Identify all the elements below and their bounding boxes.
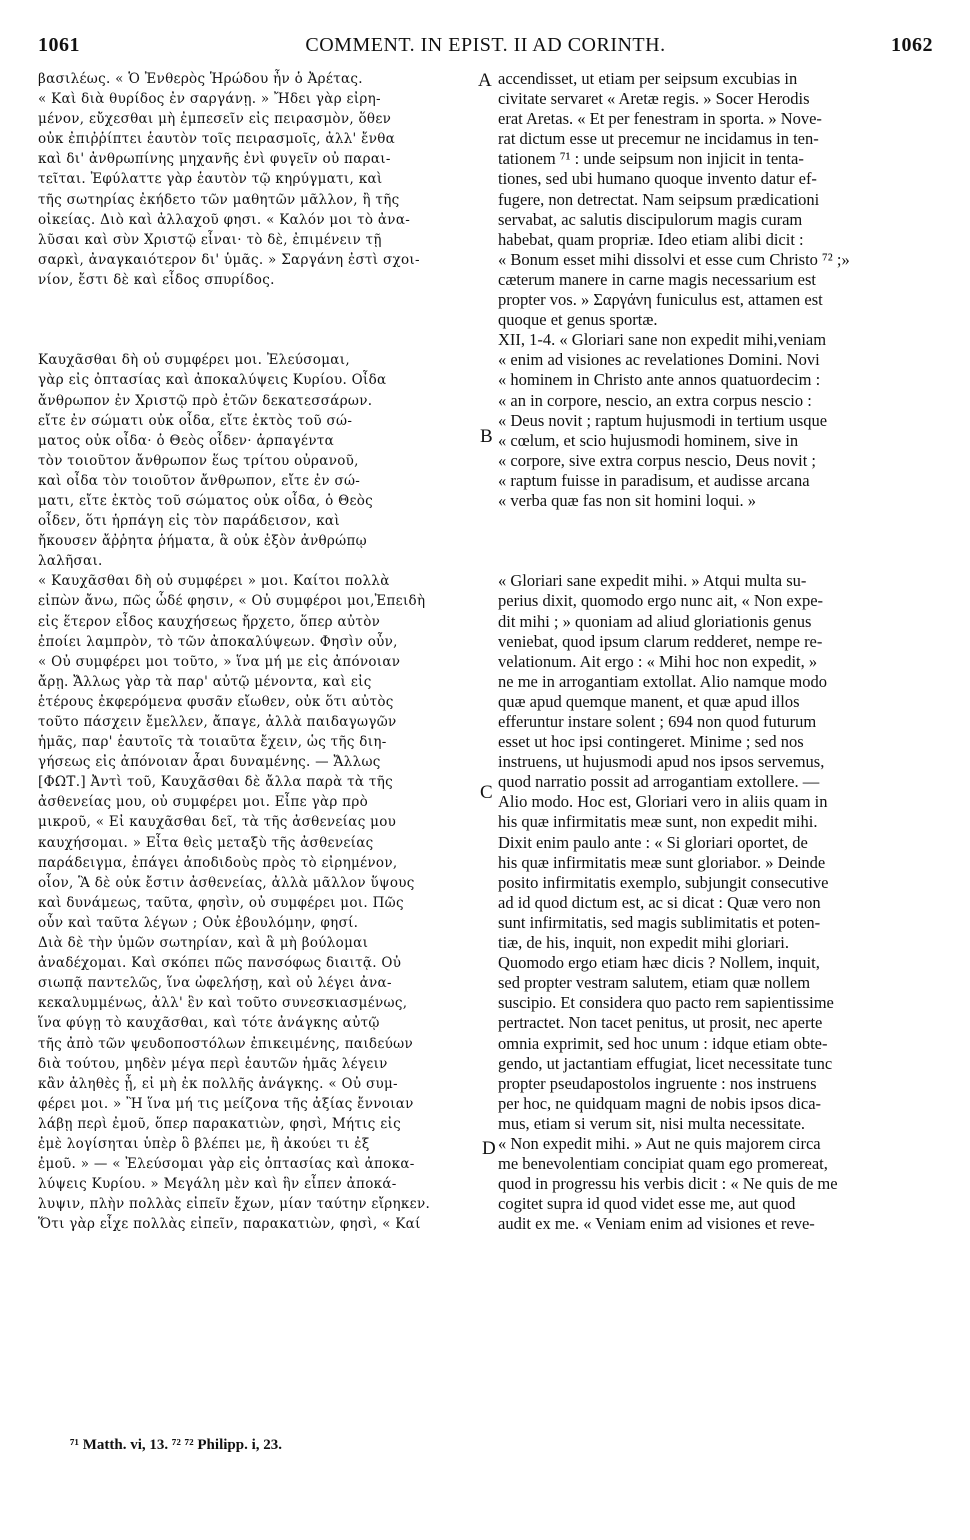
greek-text-line: λυψιν, πλὴν πολλὰς εἰπεῖν ἔχων, μίαν ταύτην εἴρηκεν. xyxy=(38,1196,431,1213)
greek-text-line: καὶ δι' ἀνθρωπίνης μηχανῆς ἐνὶ φυγεῖν οὐ παραι- xyxy=(38,151,391,168)
greek-text-line: ἀναδέχομαι. Καὶ σκόπει πῶς πανσόφως διαιτᾷ. Οὐ xyxy=(38,955,402,972)
footnotes: ⁷¹ Matth. vi, 13. ⁷² ⁷² Philipp. i, 23. xyxy=(70,1437,282,1453)
greek-text-line: γήσεως εἰς ἀπόνοιαν ἆραι δυναμένης. — Ἄλλως xyxy=(38,754,381,771)
latin-text-line: tationem ⁷¹ : unde seipsum non injicit in tenta- xyxy=(498,149,804,169)
page-number-right: 1062 xyxy=(891,34,933,56)
greek-column xyxy=(38,69,483,1234)
latin-text-line: « corpore, sive extra corpus nescio, Deus novit ; xyxy=(498,450,816,470)
latin-text-line: ne me in arrogantiam extollat. Alio namque modo xyxy=(498,671,828,691)
latin-text-line: propter vos. » Σαργάνη funiculus est, attamen est xyxy=(498,290,823,310)
latin-text-line: servabat, ac salutis discipulorum magis curam xyxy=(498,209,803,229)
latin-text-line: « hominem in Christo ante annos quatuordecim : xyxy=(498,370,821,390)
latin-text-line: omnia exprimit, sed hoc unum : idque etiam obte- xyxy=(498,1033,828,1053)
greek-text-line xyxy=(38,310,483,330)
greek-text-line: κεκαλυμμένως, ἀλλ' ἓν καὶ τοῦτο συνεσκιασμένως, xyxy=(38,995,408,1012)
greek-text-line: τῆς ἀπὸ τῶν ψευδοποστόλων ἐπικειμένης, παιδεύων xyxy=(38,1035,413,1052)
greek-text-line: φέρει μοι. » Ἢ ἵνα μή τις μείζονα τῆς ἀξίας ἔννοιαν xyxy=(38,1095,414,1112)
greek-text-line: ἵνα φύγῃ τὸ καυχᾶσθαι, καὶ τότε ἀνάγκης αὐτῷ xyxy=(38,1015,380,1032)
greek-text-line: Διὰ δὲ τὴν ὑμῶν σωτηρίαν, καὶ ἃ μὴ βούλομαι xyxy=(38,935,369,952)
greek-text-line: τὸν τοιοῦτον ἄνθρωπον ἕως τρίτου οὐρανοῦ, xyxy=(38,452,359,469)
latin-text-line: civitate servaret « Aretæ regis. » Socer Herodis xyxy=(498,89,810,109)
greek-text-line: Καυχᾶσθαι δὴ οὐ συμφέρει μοι. Ἐλεύσομαι, xyxy=(38,352,350,369)
latin-text-line xyxy=(498,551,928,571)
greek-text-line: οἷον, Ἃ δὲ οὐκ ἔστιν ἀσθενείας, ἀλλὰ μᾶλλον ὕψους xyxy=(38,874,415,891)
latin-text-line: XII, 1-4. « Gloriari sane non expedit mihi,veniam xyxy=(498,330,827,350)
latin-text-line: « enim ad visiones ac revelationes Domini. Novi xyxy=(498,350,820,370)
latin-text-line: quæ apud quemque manent, et quæ apud illos xyxy=(498,691,800,711)
greek-text-line xyxy=(38,290,483,310)
greek-text-line: τοῦτο πάσχειν ἔμελλεν, ἄπαγε, ἀλλὰ παιδαγωγῶν xyxy=(38,714,397,730)
greek-text-line: ματος οὐκ οἶδα· ὁ Θεὸς οἶδεν· ἁρπαγέντα xyxy=(38,432,335,449)
latin-text-line xyxy=(498,531,928,551)
margin-marker-c: C xyxy=(480,782,493,803)
latin-text-line: habebat, quam propriæ. Ideo etiam alibi dicit : xyxy=(498,229,804,249)
latin-text-line: velationum. Ait ergo : « Mihi hoc non expedit, » xyxy=(498,651,818,671)
latin-text-line: his quæ infirmitatis meæ sunt gloriabor. » Deinde xyxy=(498,852,826,872)
greek-text-line: ἄνθρωπον ἐν Χριστῷ πρὸ ἐτῶν δεκατεσσάρων. xyxy=(38,392,373,409)
margin-marker-b: B xyxy=(480,426,493,447)
latin-text-line xyxy=(498,511,928,531)
greek-text-line: τῆς σωτηρίας ἐκήδετο τῶν μαθητῶν μᾶλλον, ἢ τῆς xyxy=(38,191,400,208)
latin-text-line: posito infirmitatis exemplo, subjungit consecutive xyxy=(498,872,829,892)
latin-text-line: « verba quæ fas non sit homini loqui. » xyxy=(498,490,757,510)
greek-text-line: παράδειγμα, ἐπάγει ἀποδιδοὺς πρὸς τὸ εἰρημένον, xyxy=(38,854,398,871)
latin-text-line: his quæ infirmitatis meæ sunt, non expedit mihi. xyxy=(498,812,818,832)
latin-text-line: sunt infirmitatis, sed magis sublimitatis et poten- xyxy=(498,912,821,932)
latin-text-line: esset ut hoc ipsi contingeret. Minime ; sed nos xyxy=(498,732,804,752)
greek-text-line: ἄρῃ. Ἄλλως γὰρ τὰ παρ' αὐτῷ μένοντα, καὶ εἰς xyxy=(38,673,372,690)
latin-text-line: me benevolentiam concipiat quam ego promereat, xyxy=(498,1154,828,1174)
greek-text-line: λύψεις Κυρίου. » Μεγάλη μὲν καὶ ἣν εἶπεν ἀποκά- xyxy=(38,1176,397,1193)
greek-text-line: εἴτε ἐν σώματι οὐκ οἶδα, εἴτε ἐκτὸς τοῦ σώ- xyxy=(38,412,353,429)
greek-text-line: κἂν ἀληθὲς ᾖ, εἰ μὴ ἐκ πολλῆς ἀνάγκης. « Οὐ συμ- xyxy=(38,1075,398,1092)
latin-text-line: suscipio. Et considera quo pacto rem sapientissime xyxy=(498,993,834,1013)
greek-text-line: [ΦΩΤ.] Ἀντὶ τοῦ, Καυχᾶσθαι δὲ ἄλλα παρὰ τὰ τῆς xyxy=(38,774,393,791)
greek-text-line: οὖν καὶ ταῦτα λέγων ; Οὐκ ἐβουλόμην, φησί. xyxy=(38,914,359,931)
greek-text-line: ἑτέρους ἐκφερόμενα φυσᾶν εἴωθεν, οὐκ ὅτι αὐτὸς xyxy=(38,693,394,710)
latin-text-line: Alio modo. Hoc est, Gloriari vero in aliis quam in xyxy=(498,792,828,812)
latin-text-line: quod in progressu his verbis dicit : « Ne quis de me xyxy=(498,1174,838,1194)
latin-text-line: quoque et genus sportæ. xyxy=(498,310,658,330)
latin-text-line: tiones, sed ubi humano quoque invento datur ef- xyxy=(498,169,817,189)
latin-text-line: pertractet. Non tacet penitus, ut prosit, nec aperte xyxy=(498,1013,823,1033)
latin-text-line: gendo, ut jactantiam effugiat, licet necessitate tunc xyxy=(498,1053,833,1073)
greek-text-line: νίον, ἔστι δὲ καὶ εἶδος σπυρίδος. xyxy=(38,271,275,288)
latin-text-line: « cœlum, et scio hujusmodi hominem, sive in xyxy=(498,430,799,450)
greek-text-line: εἰς ἕτερον εἶδος καυχήσεως ἤρχετο, ὅπερ αὐτὸν xyxy=(38,613,381,630)
latin-text-line: efferuntur instare solent ; 694 non quod futurum xyxy=(498,712,817,731)
greek-text-line: οἶδεν, ὅτι ἡρπάγη εἰς τὸν παράδεισον, καὶ xyxy=(38,513,340,530)
margin-marker-a: A xyxy=(478,70,492,91)
greek-text-line: ἐμὲ λογίσηται ὑπὲρ ὃ βλέπει με, ἢ ἀκούει τι ἐξ xyxy=(38,1135,370,1152)
greek-text-line: σιωπᾷ παντελῶς, ἵνα ὠφελήσῃ, καὶ οὐ λέγει ἀνα- xyxy=(38,975,392,992)
latin-text-line: sed propter vestram salutem, etiam quæ nollem xyxy=(498,973,811,993)
greek-text-line: ματι, εἴτε ἐκτὸς τοῦ σώματος οὐκ οἶδα, ὁ Θεὸς xyxy=(38,492,374,509)
latin-text-line: dit mihi ; » quoniam ad aliud gloriationis genus xyxy=(498,611,812,631)
greek-text-line: ἀσθενείας μου, οὐ συμφέρει μοι. Εἶπε γὰρ πρὸ xyxy=(38,794,369,811)
greek-text-line: μικροῦ, « Εἰ καυχᾶσθαι δεῖ, τὰ τῆς ἀσθενείας μου xyxy=(38,814,397,831)
latin-text-line: cæterum manere in carne magis necessarium est xyxy=(498,269,816,289)
greek-text-line: σαρκὶ, ἀναγκαιότερον δι' ὑμᾶς. » Σαργάνη ἐστὶ σχοι- xyxy=(38,251,420,268)
latin-text-line: « an in corpore, nescio, an extra corpus nescio : xyxy=(498,390,812,410)
greek-text-line: καυχήσομαι. » Εἶτα θεὶς μεταξὺ τῆς ἀσθενείας xyxy=(38,834,374,851)
page-number-left: 1061 xyxy=(38,34,80,56)
latin-column xyxy=(498,69,928,1234)
greek-text-line: λάβῃ περὶ ἐμοῦ, ὅπερ παρακατιὼν, φησὶ, Μήτις εἰς xyxy=(38,1115,401,1132)
latin-text-line: perius dixit, quomodo ergo nunc ait, « Non expe- xyxy=(498,591,824,611)
latin-text-line: per hoc, ne quidquam magni de nobis ipsos dica- xyxy=(498,1093,822,1113)
latin-text-line: audit ex me. « Veniam enim ad visiones et reve- xyxy=(498,1214,815,1234)
greek-text-line: « Καὶ διὰ θυρίδος ἐν σαργάνῃ. » Ἤδει γὰρ εἰρη- xyxy=(38,91,381,108)
greek-text-line: λῦσαι καὶ σὺν Χριστῷ εἶναι· τὸ δὲ, ἐπιμένειν τῇ xyxy=(38,231,382,248)
latin-text-line: accendisset, ut etiam per seipsum excubias in xyxy=(498,69,798,88)
latin-text-line: veniebat, quod ipsum clarum redderet, nempe re- xyxy=(498,631,823,651)
margin-marker-d: D xyxy=(482,1138,496,1159)
latin-text-line: mus, etiam si verum sit, nisi multa necessitate. xyxy=(498,1113,806,1133)
latin-text-line: « Non expedit mihi. » Aut ne quis majorem circa xyxy=(498,1133,821,1153)
latin-text-line: quod narratio possit ad arrogantiam extollere. — xyxy=(498,772,820,792)
greek-text-line: εἰπὼν ἄνω, πῶς ὧδέ φησιν, « Οὐ συμφέροι μοι,Ἐπειδὴ xyxy=(38,593,426,610)
latin-text-line: cogitet supra id quod videt esse me, aut quod xyxy=(498,1194,796,1214)
greek-text-line: λαλῆσαι. xyxy=(38,553,103,570)
latin-text-line: « raptum fuisse in paradisum, et audisse arcana xyxy=(498,470,810,490)
greek-text-line: γὰρ εἰς ὀπτασίας καὶ ἀποκαλύψεις Κυρίου. Οἶδα xyxy=(38,372,387,389)
latin-text-line: tiæ, de his, inquit, non expedit mihi gloriari. xyxy=(498,933,790,953)
greek-text-line: ἤκουσεν ἄῤῥητα ῥήματα, ἃ οὐκ ἐξὸν ἀνθρώπῳ xyxy=(38,533,367,550)
latin-text-line: « Bonum esset mihi dissolvi et esse cum Christo ⁷² ;» xyxy=(498,249,850,269)
greek-text-line: μένον, εὔχεσθαι μὴ ἐμπεσεῖν εἰς πειρασμὸν, ὅθεν xyxy=(38,111,392,128)
greek-text-line: οὐκ ἐπιῤῥίπτει ἑαυτὸν τοῖς πειρασμοῖς, ἀλλ' ἔνθα xyxy=(38,131,396,148)
greek-text-line: « Οὐ συμφέρει μοι τοῦτο, » ἵνα μή με εἰς ἀπόνοιαν xyxy=(38,653,401,670)
latin-text-line: fugere, non detrectat. Nam seipsum prædicationi xyxy=(498,189,820,209)
greek-text-line xyxy=(38,330,483,350)
greek-text-line: οἰκείας. Διὸ καὶ ἀλλαχοῦ φησι. « Καλόν μοι τὸ ἀνα- xyxy=(38,211,411,228)
greek-text-line: Ὅτι γὰρ εἶχε πολλὰς εἰπεῖν, παρακατιὼν, φησὶ, « Καί xyxy=(38,1216,421,1233)
latin-text-line: « Deus novit ; raptum hujusmodi in tertium usque xyxy=(498,410,828,430)
greek-text-line: « Καυχᾶσθαι δὴ οὐ συμφέρει » μοι. Καίτοι πολλὰ xyxy=(38,573,390,590)
greek-text-line: τεῖται. Ἐφύλαττε γὰρ ἑαυτὸν τῷ κηρύγματι, καὶ xyxy=(38,171,383,188)
greek-text-line: καὶ οἶδα τὸν τοιοῦτον ἄνθρωπον, εἴτε ἐν σώ- xyxy=(38,472,361,489)
latin-text-line: « Gloriari sane expedit mihi. » Atqui multa su- xyxy=(498,571,807,591)
running-title: COMMENT. IN EPIST. II AD CORINTH. xyxy=(305,34,666,56)
greek-text-line: ἐμοῦ. » — « Ἐλεύσομαι γὰρ εἰς ὀπτασίας καὶ ἀποκα- xyxy=(38,1156,415,1173)
greek-text-line: ἐποίει λαμπρὸν, τὸ τῶν ἀποκαλύψεων. Φησὶν οὖν, xyxy=(38,633,398,650)
latin-text-line: rat dictum esse ut precemur ne incidamus in ten- xyxy=(498,129,819,149)
greek-text-line: ἡμᾶς, παρ' ἑαυτοῖς τὰ τοιαῦτα ἔχειν, ὡς τῆς διη- xyxy=(38,734,387,751)
latin-text-line: erat Aretas. « Et per fenestram in sporta. » Nove- xyxy=(498,109,822,129)
latin-text-line: instruens, ut hujusmodi apud nos ipsos servemus, xyxy=(498,752,825,772)
greek-text-line: βασιλέως. « Ὁ Ἐνθερὸς Ἡρώδου ἦν ὁ Ἀρέτας. xyxy=(38,71,363,87)
page-header xyxy=(38,34,933,58)
latin-text-line: Quomodo ergo etiam hæc dicis ? Nollem, inquit, xyxy=(498,953,820,973)
greek-text-line: διὰ τούτου, μηδὲν μέγα περὶ ἑαυτῶν ἡμᾶς λέγειν xyxy=(38,1055,388,1072)
latin-text-line: propter pseudapostolos ingruente : nos instruens xyxy=(498,1073,817,1093)
latin-text-line: ad id quod dictum est, ac si dicat : Quæ vero non xyxy=(498,892,821,912)
latin-text-line: Dixit enim paulo ante : « Si gloriari oportet, de xyxy=(498,832,808,852)
greek-text-line: καὶ δυνάμεως, ταῦτα, φησὶν, οὐ συμφέρει μοι. Πῶς xyxy=(38,894,404,911)
